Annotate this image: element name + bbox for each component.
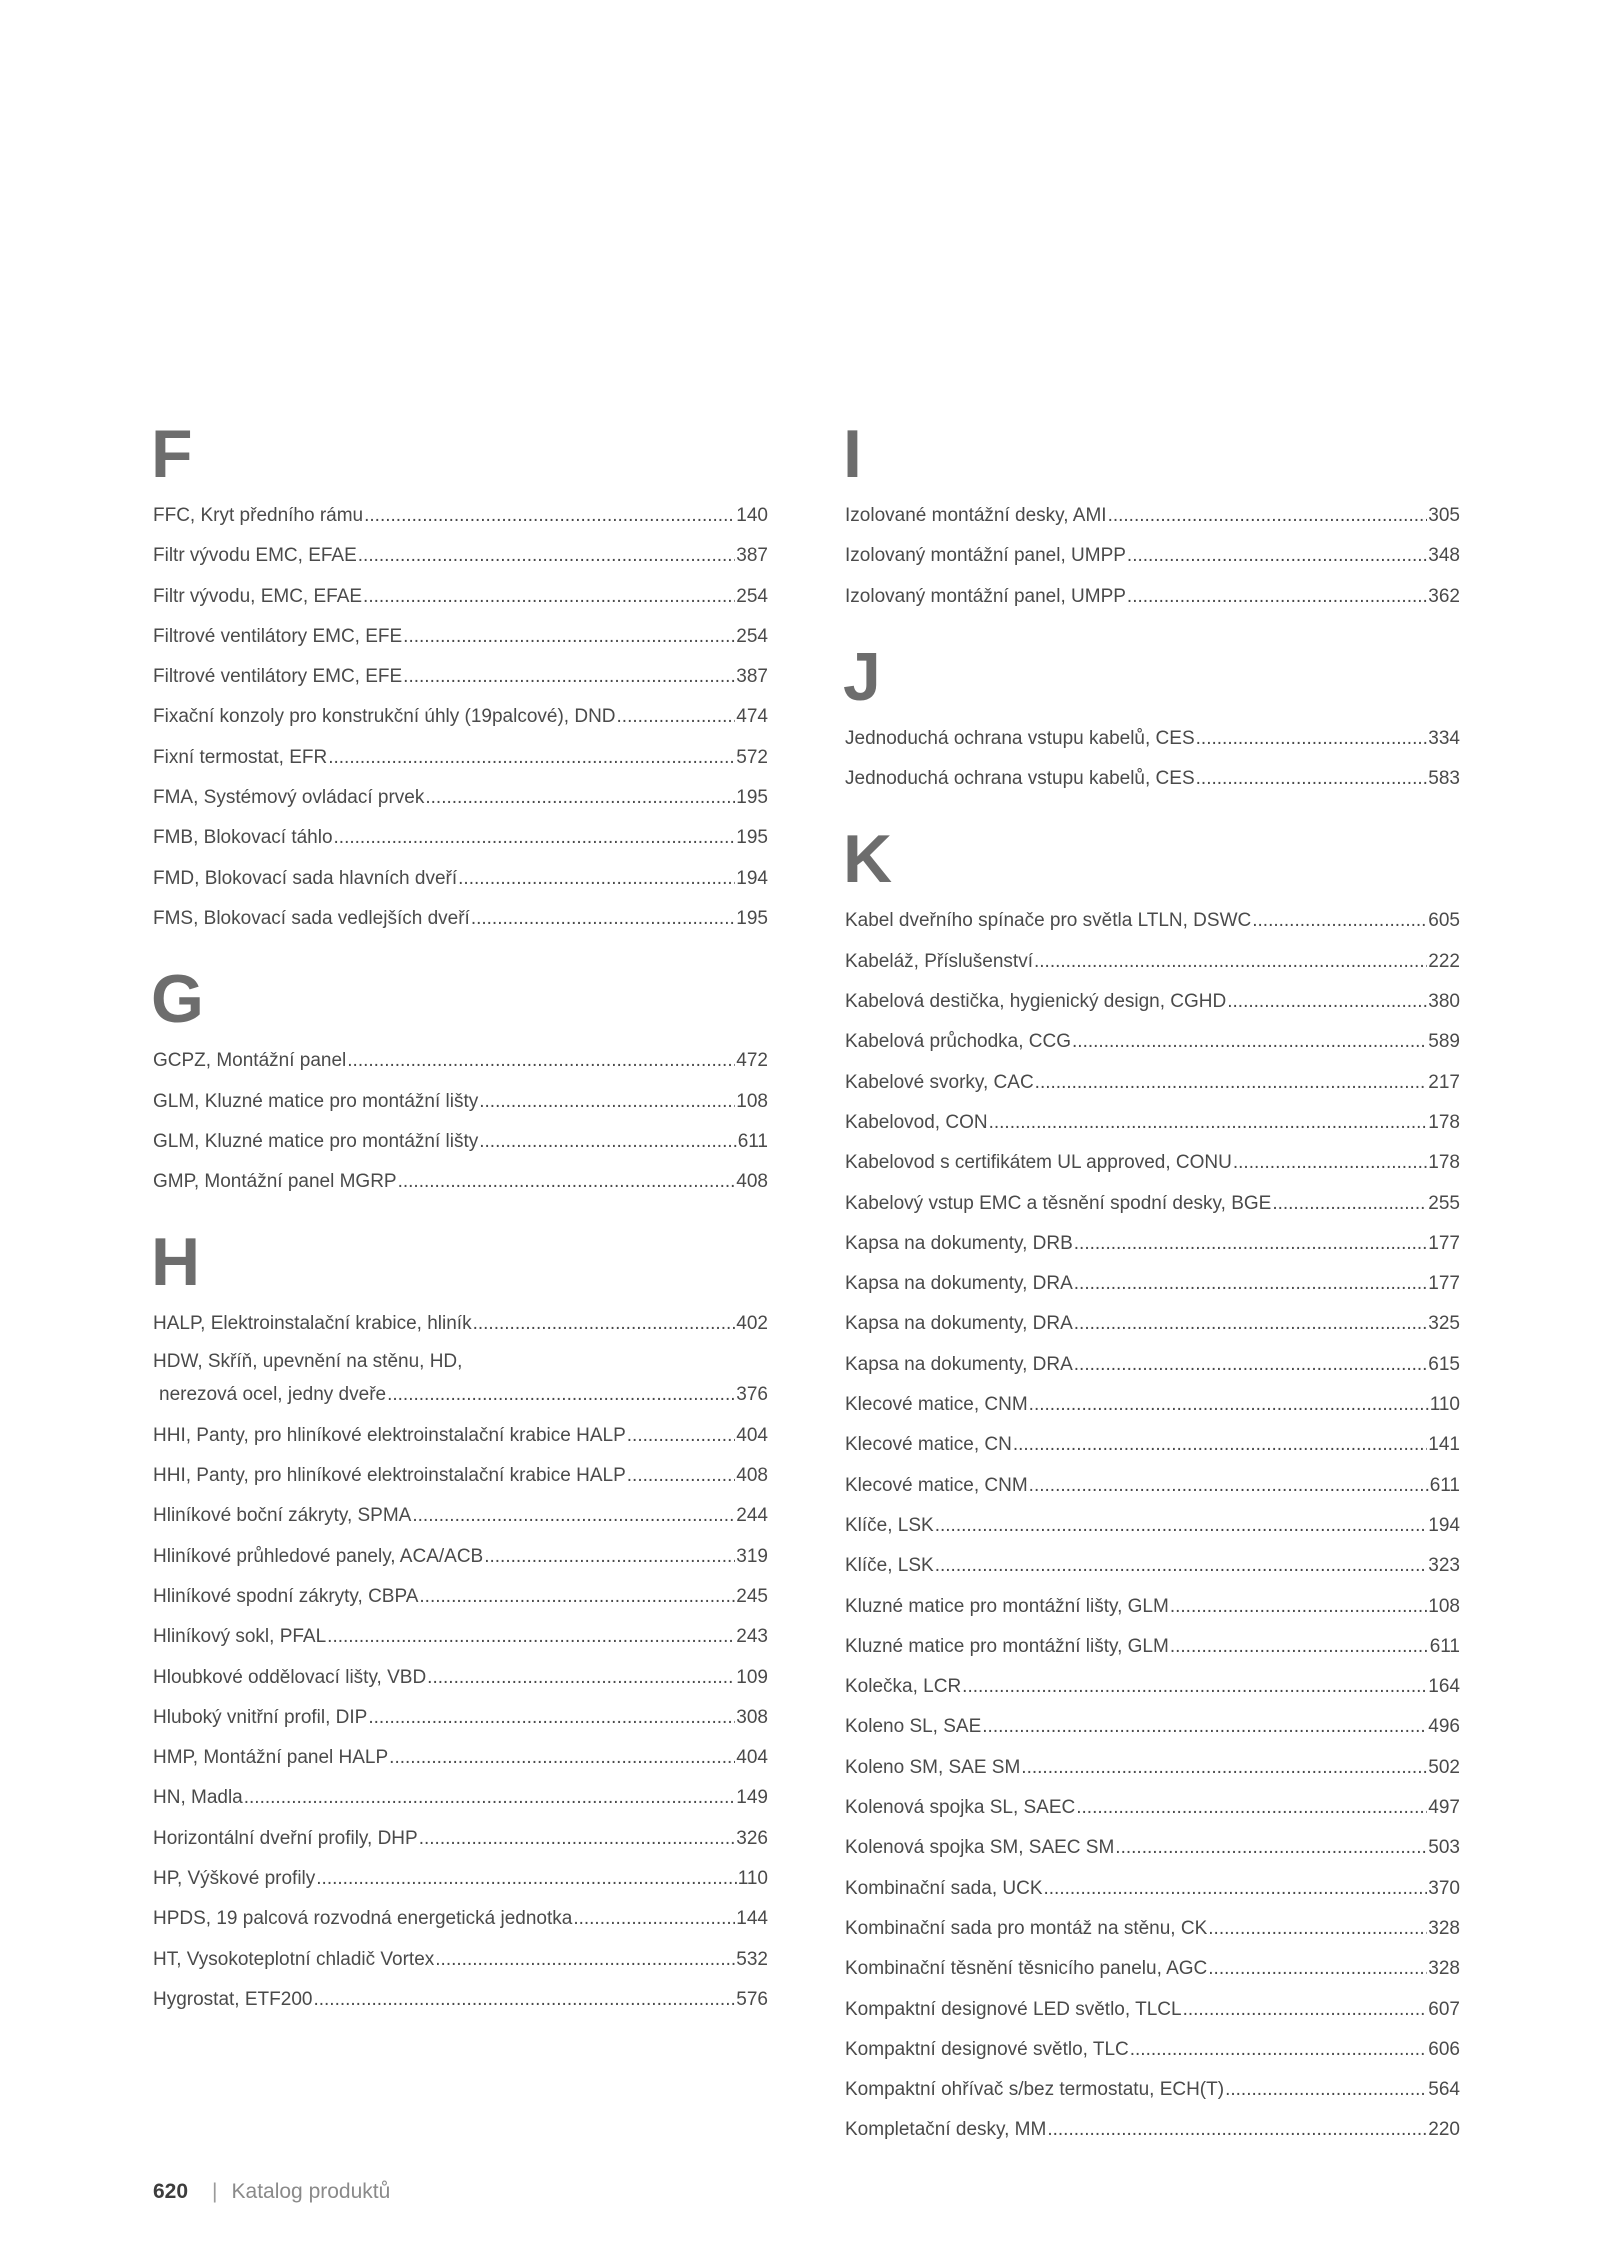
entry-name: Jednoduchá ochrana vstupu kabelů, CES: [845, 768, 1195, 790]
entry-name: Kabelový vstup EMC a těsnění spodní desky, BGE: [845, 1192, 1272, 1214]
leader-dots: [1127, 536, 1427, 576]
entry-name: Kombinační sada pro montáž na stěnu, CK: [845, 1917, 1208, 1939]
entry-name: Hliníkové průhledové panely, ACA/ACB: [153, 1545, 484, 1567]
index-entry: [845, 982, 1460, 1022]
index-entry: [153, 1041, 768, 1081]
entry-page: 141: [1428, 1434, 1460, 1456]
index-entry: [845, 2030, 1460, 2070]
leader-dots: [403, 617, 735, 657]
entry-page: 615: [1428, 1353, 1460, 1375]
entry-name: Kapsa na dokumenty, DRA: [845, 1313, 1073, 1335]
entry-name: FMD, Blokovací sada hlavních dveří: [153, 867, 458, 889]
index-entry: [153, 1456, 768, 1496]
leader-dots: [479, 1122, 736, 1162]
entry-page: 334: [1428, 727, 1460, 749]
entry-page: 348: [1428, 545, 1460, 567]
entry-name: Koleno SM, SAE SM: [845, 1756, 1021, 1778]
entry-page: 254: [736, 625, 768, 647]
index-entry: [153, 1378, 768, 1416]
index-entry: [153, 1859, 768, 1899]
leader-dots: [435, 1940, 735, 1980]
entry-page: 178: [1428, 1152, 1460, 1174]
index-entry: [153, 1537, 768, 1577]
index-entry: [153, 1819, 768, 1859]
entry-name: GMP, Montážní panel MGRP: [153, 1171, 397, 1193]
footer-separator: |: [212, 2180, 218, 2203]
entry-name: Hliníkový sokl, PFAL: [153, 1626, 327, 1648]
entry-name: HHI, Panty, pro hliníkové elektroinstalační krabice HALP: [153, 1424, 626, 1446]
index-entry: [845, 1667, 1460, 1707]
index-entry: [153, 1122, 768, 1162]
entry-page: 195: [736, 787, 768, 809]
index-entry: [845, 577, 1460, 617]
leader-dots: [1013, 1425, 1427, 1465]
index-entry: [153, 1658, 768, 1698]
entry-page: 305: [1428, 505, 1460, 526]
entry-name: Filtr vývodu EMC, EFAE: [153, 545, 357, 567]
entry-page: 222: [1428, 950, 1460, 972]
entry-page: 362: [1428, 585, 1460, 607]
entry-name: GCPZ, Montážní panel: [153, 1050, 347, 1072]
entry-page: 474: [736, 706, 768, 728]
entry-name: Kolenová spojka SM, SAEC SM: [845, 1837, 1115, 1859]
entry-name: Kolenová spojka SL, SAEC: [845, 1797, 1076, 1819]
entry-page: 217: [1428, 1071, 1460, 1093]
leader-dots: [328, 738, 735, 778]
leader-dots: [627, 1456, 736, 1496]
entry-page: 140: [736, 505, 768, 526]
entry-page: 376: [736, 1383, 768, 1405]
index-entry: [153, 1162, 768, 1202]
leader-dots: [327, 1617, 735, 1657]
entry-page: 308: [736, 1706, 768, 1728]
entry-name: Klíče, LSK: [845, 1555, 934, 1577]
index-entry: [845, 1707, 1460, 1747]
index-entry: [845, 1466, 1460, 1506]
entry-name: Kabelová destička, hygienický design, CGHD: [845, 991, 1227, 1013]
entry-page: 108: [736, 1090, 768, 1112]
index-entry: [845, 1264, 1460, 1304]
index-column-right: [845, 412, 1460, 2151]
leader-dots: [364, 496, 735, 536]
leader-dots: [573, 1899, 735, 1939]
leader-dots: [419, 1819, 736, 1859]
leader-dots: [358, 536, 736, 576]
index-section-g: [153, 957, 768, 1202]
index-entry: [153, 1778, 768, 1818]
entry-page: 402: [736, 1313, 768, 1335]
entry-name: Filtrové ventilátory EMC, EFE: [153, 625, 403, 647]
leader-dots: [1074, 1224, 1428, 1264]
entry-name: Izolovaný montážní panel, UMPP: [845, 585, 1126, 607]
catalog-title: Katalog produktů: [231, 2180, 391, 2203]
entry-page: 319: [736, 1545, 768, 1567]
index-entry: [153, 657, 768, 697]
index-entry: [845, 1103, 1460, 1143]
page-footer: [153, 2180, 390, 2204]
entry-name: Kombinační sada, UCK: [845, 1877, 1043, 1899]
index-entry: [845, 2070, 1460, 2110]
entry-name: HT, Vysokoteplotní chladič Vortex: [153, 1948, 435, 1970]
index-entry: [153, 1738, 768, 1778]
entry-page: 178: [1428, 1111, 1460, 1133]
entry-name: HHI, Panty, pro hliníkové elektroinstalační krabice HALP: [153, 1465, 626, 1487]
entry-page: 195: [736, 907, 768, 929]
leader-dots: [1076, 1788, 1427, 1828]
index-entry: [153, 1082, 768, 1122]
index-entry: [845, 536, 1460, 576]
entry-name: Kompaktní designové LED světlo, TLCL: [845, 1998, 1182, 2020]
entry-page: 110: [1429, 1394, 1460, 1416]
entry-page: 611: [737, 1130, 768, 1152]
index-entry: [153, 859, 768, 899]
entry-page: 408: [736, 1171, 768, 1193]
index-entry: [845, 1184, 1460, 1224]
leader-dots: [1196, 759, 1428, 799]
leader-dots: [316, 1859, 736, 1899]
leader-dots: [1233, 1143, 1427, 1183]
leader-dots: [1170, 1627, 1429, 1667]
index-section-i: [845, 412, 1460, 617]
index-entry: [153, 496, 768, 536]
entry-name: Kapsa na dokumenty, DRB: [845, 1232, 1073, 1254]
leader-dots: [1074, 1264, 1428, 1304]
leader-dots: [1183, 1990, 1428, 2030]
entry-page: 611: [1429, 1635, 1460, 1657]
entry-name: HALP, Elektroinstalační krabice, hliník: [153, 1313, 472, 1335]
entry-page: 503: [1428, 1837, 1460, 1859]
entry-page: 532: [736, 1948, 768, 1970]
leader-dots: [1170, 1587, 1427, 1627]
entry-name: Kapsa na dokumenty, DRA: [845, 1353, 1073, 1375]
entry-page: 606: [1428, 2038, 1460, 2060]
entry-name: Klecové matice, CN: [845, 1434, 1012, 1456]
index-entry: [845, 1224, 1460, 1264]
entry-name: FMS, Blokovací sada vedlejších dveří: [153, 907, 470, 929]
index-entry: [845, 1748, 1460, 1788]
entry-name: Izolovaný montážní panel, UMPP: [845, 545, 1126, 567]
leader-dots: [1021, 1748, 1427, 1788]
entry-page: 370: [1428, 1877, 1460, 1899]
entry-name: HPDS, 19 palcová rozvodná energetická jednotka: [153, 1908, 573, 1930]
leader-dots: [1047, 2110, 1427, 2150]
leader-dots: [1227, 982, 1427, 1022]
entry-page: 497: [1428, 1797, 1460, 1819]
entry-name: Kluzné matice pro montážní lišty, GLM: [845, 1635, 1169, 1657]
index-entry: [845, 1949, 1460, 1989]
index-entry: [845, 1143, 1460, 1183]
entry-page: 611: [1429, 1474, 1460, 1496]
entry-page: 605: [1428, 910, 1460, 932]
entry-name: Kabelové svorky, CAC: [845, 1071, 1034, 1093]
entry-page: 245: [736, 1585, 768, 1607]
index-entry: [153, 1577, 768, 1617]
leader-dots: [1108, 496, 1428, 536]
entry-name: GLM, Kluzné matice pro montážní lišty: [153, 1090, 479, 1112]
section-letter: I: [843, 416, 862, 492]
index-entry: [153, 818, 768, 858]
index-entry: [153, 1698, 768, 1738]
entry-page: 220: [1428, 2119, 1460, 2141]
leader-dots: [473, 1304, 736, 1344]
index-section-h: [153, 1220, 768, 2020]
entry-name: Hliníkové boční zákryty, SPMA: [153, 1505, 412, 1527]
index-section-f: [153, 412, 768, 939]
entry-page: 572: [736, 746, 768, 768]
entry-name: Kabelová průchodka, CCG: [845, 1031, 1072, 1053]
entry-page: 325: [1428, 1313, 1460, 1335]
entry-page: 472: [736, 1050, 768, 1072]
page-number: 620: [153, 2180, 189, 2203]
entry-name: FMA, Systémový ovládací prvek: [153, 787, 425, 809]
entry-page: 404: [736, 1424, 768, 1446]
entry-page: 254: [736, 585, 768, 607]
leader-dots: [479, 1082, 735, 1122]
entry-name: HN, Madla: [153, 1787, 243, 1809]
leader-dots: [425, 778, 735, 818]
index-entry: [153, 1304, 768, 1344]
entry-name: Fixní termostat, EFR: [153, 746, 328, 768]
index-entry: [845, 1909, 1460, 1949]
entry-page: 496: [1428, 1716, 1460, 1738]
index-column-left: [153, 412, 768, 2020]
leader-dots: [1252, 901, 1427, 941]
entry-name: Kolečka, LCR: [845, 1676, 962, 1698]
leader-dots: [334, 818, 736, 858]
leader-dots: [1034, 942, 1427, 982]
index-entry: [845, 1022, 1460, 1062]
leader-dots: [1074, 1345, 1428, 1385]
leader-dots: [347, 1041, 735, 1081]
entry-name: Klecové matice, CNM: [845, 1474, 1028, 1496]
index-entry: [153, 1899, 768, 1939]
entry-name: FMB, Blokovací táhlo: [153, 827, 333, 849]
entry-page: 149: [736, 1787, 768, 1809]
entry-name: Horizontální dveřní profily, DHP: [153, 1827, 418, 1849]
leader-dots: [1072, 1022, 1427, 1062]
index-entry: [845, 1425, 1460, 1465]
index-entry: [845, 1828, 1460, 1868]
leader-dots: [471, 899, 735, 939]
index-entry: [153, 697, 768, 737]
entry-name: Hliníkové spodní zákryty, CBPA: [153, 1585, 419, 1607]
leader-dots: [484, 1537, 735, 1577]
leader-dots: [627, 1416, 736, 1456]
index-entry: [153, 617, 768, 657]
index-entry: [845, 901, 1460, 941]
leader-dots: [982, 1707, 1427, 1747]
entry-name: Kabel dveřního spínače pro světla LTLN, DSWC: [845, 910, 1252, 932]
index-entry: [153, 577, 768, 617]
section-letter: G: [151, 961, 204, 1038]
index-entry: [153, 778, 768, 818]
entry-page: 404: [736, 1747, 768, 1769]
leader-dots: [313, 1980, 735, 2020]
entry-page: 607: [1428, 1998, 1460, 2020]
index-entry: [845, 1345, 1460, 1385]
section-letter: F: [151, 416, 193, 492]
leader-dots: [617, 697, 736, 737]
leader-dots: [1272, 1184, 1427, 1224]
entry-name: Fixační konzoly pro konstrukční úhly (19palcové), DND: [153, 706, 616, 728]
index-entry: [153, 738, 768, 778]
leader-dots: [427, 1658, 735, 1698]
index-entry: [845, 1063, 1460, 1103]
entry-page: 244: [736, 1505, 768, 1527]
index-entry: [153, 1496, 768, 1536]
entry-name: FFC, Kryt předního rámu: [153, 505, 364, 526]
entry-page: 583: [1428, 768, 1460, 790]
index-entry: [845, 1506, 1460, 1546]
entry-page: 387: [736, 545, 768, 567]
leader-dots: [1029, 1466, 1429, 1506]
leader-dots: [387, 1378, 735, 1412]
leader-dots: [403, 657, 735, 697]
entry-name: Kabelovod s certifikátem UL approved, CONU: [845, 1152, 1232, 1174]
entry-name: Kabelovod, CON: [845, 1111, 988, 1133]
index-entry: [845, 496, 1460, 536]
leader-dots: [1208, 1909, 1427, 1949]
entry-name: Izolované montážní desky, AMI: [845, 505, 1107, 526]
entry-name: Hygrostat, ETF200: [153, 1988, 313, 2010]
index-section-j: [845, 635, 1460, 800]
leader-dots: [1035, 1063, 1428, 1103]
entry-page: 194: [1428, 1514, 1460, 1536]
entry-page: 502: [1428, 1756, 1460, 1778]
leader-dots: [1115, 1828, 1427, 1868]
entry-name: Filtr vývodu, EMC, EFAE: [153, 585, 363, 607]
entry-page: 177: [1428, 1273, 1460, 1295]
entry-name: Kompaktní designové světlo, TLC: [845, 2038, 1129, 2060]
index-entry: [845, 759, 1460, 799]
index-entry: [153, 1940, 768, 1980]
entry-page: 328: [1428, 1958, 1460, 1980]
section-letter: K: [843, 821, 893, 898]
leader-dots: [1130, 2030, 1428, 2070]
index-entry: [845, 1788, 1460, 1828]
entry-name: GLM, Kluzné matice pro montážní lišty: [153, 1130, 479, 1152]
index-entry: [845, 1990, 1460, 2030]
index-entry: [153, 1416, 768, 1456]
section-letter: H: [151, 1224, 201, 1301]
entry-page: 328: [1428, 1917, 1460, 1939]
entry-page: 564: [1428, 2079, 1460, 2101]
entry-name: Koleno SL, SAE: [845, 1716, 982, 1738]
index-entry: [153, 1980, 768, 2020]
index-entry: [845, 2110, 1460, 2150]
entry-page: 323: [1428, 1555, 1460, 1577]
leader-dots: [1029, 1385, 1429, 1425]
index-entry: [845, 1587, 1460, 1627]
leader-dots: [1074, 1304, 1428, 1344]
leader-dots: [389, 1738, 735, 1778]
entry-name: Klíče, LSK: [845, 1514, 934, 1536]
leader-dots: [935, 1506, 1428, 1546]
entry-page: 408: [736, 1465, 768, 1487]
entry-name: HP, Výškové profily: [153, 1868, 316, 1890]
entry-name: Filtrové ventilátory EMC, EFE: [153, 666, 403, 688]
entry-name: Kluzné matice pro montážní lišty, GLM: [845, 1595, 1169, 1617]
index-entry: [845, 1385, 1460, 1425]
entry-page: 326: [736, 1827, 768, 1849]
leader-dots: [1196, 719, 1428, 759]
entry-page: 255: [1428, 1192, 1460, 1214]
entry-page: 110: [737, 1868, 768, 1890]
entry-name: Kompletační desky, MM: [845, 2119, 1047, 2141]
index-entry: [845, 1869, 1460, 1909]
leader-dots: [935, 1546, 1428, 1586]
leader-dots: [363, 577, 735, 617]
entry-page: 576: [736, 1988, 768, 2010]
entry-name: HMP, Montážní panel HALP: [153, 1747, 389, 1769]
leader-dots: [1127, 577, 1427, 617]
entry-name: Kompaktní ohřívač s/bez termostatu, ECH(T): [845, 2079, 1225, 2101]
index-entry-first-line: HDW, Skříň, upevnění na stěnu, HD,: [153, 1350, 463, 1372]
index-entry: [153, 536, 768, 576]
entry-name: Kombinační těsnění těsnicího panelu, AGC: [845, 1958, 1208, 1980]
index-entry: [845, 942, 1460, 982]
leader-dots: [368, 1698, 735, 1738]
entry-page: 144: [736, 1908, 768, 1930]
section-letter: J: [843, 638, 881, 715]
entry-name: Jednoduchá ochrana vstupu kabelů, CES: [845, 727, 1195, 749]
entry-page: 194: [736, 867, 768, 889]
index-entry: [153, 1617, 768, 1657]
leader-dots: [419, 1577, 735, 1617]
entry-name: Kapsa na dokumenty, DRA: [845, 1273, 1073, 1295]
entry-name: Hloubkové oddělovací lišty, VBD: [153, 1666, 427, 1688]
leader-dots: [1044, 1869, 1428, 1909]
leader-dots: [1208, 1949, 1427, 1989]
entry-page: 243: [736, 1626, 768, 1648]
entry-name: Kabeláž, Příslušenství: [845, 950, 1033, 972]
index-entry: [153, 899, 768, 939]
index-entry: [845, 719, 1460, 759]
entry-name: nerezová ocel, jedny dveře: [159, 1383, 387, 1405]
entry-page: 380: [1428, 991, 1460, 1013]
entry-name: Klecové matice, CNM: [845, 1394, 1028, 1416]
entry-page: 195: [736, 827, 768, 849]
entry-page: 589: [1428, 1031, 1460, 1053]
leader-dots: [398, 1162, 736, 1202]
leader-dots: [989, 1103, 1428, 1143]
leader-dots: [412, 1496, 735, 1536]
index-section-k: [845, 817, 1460, 2150]
index-entry: [845, 1304, 1460, 1344]
index-entry: [845, 1627, 1460, 1667]
entry-name: Hluboký vnitřní profil, DIP: [153, 1706, 368, 1728]
entry-page: 177: [1428, 1232, 1460, 1254]
entry-page: 387: [736, 666, 768, 688]
entry-page: 108: [1428, 1595, 1460, 1617]
entry-page: 164: [1428, 1676, 1460, 1698]
entry-page: 109: [736, 1666, 768, 1688]
leader-dots: [962, 1667, 1427, 1707]
leader-dots: [1225, 2070, 1427, 2110]
leader-dots: [458, 859, 735, 899]
index-entry: [845, 1546, 1460, 1586]
leader-dots: [244, 1778, 736, 1818]
